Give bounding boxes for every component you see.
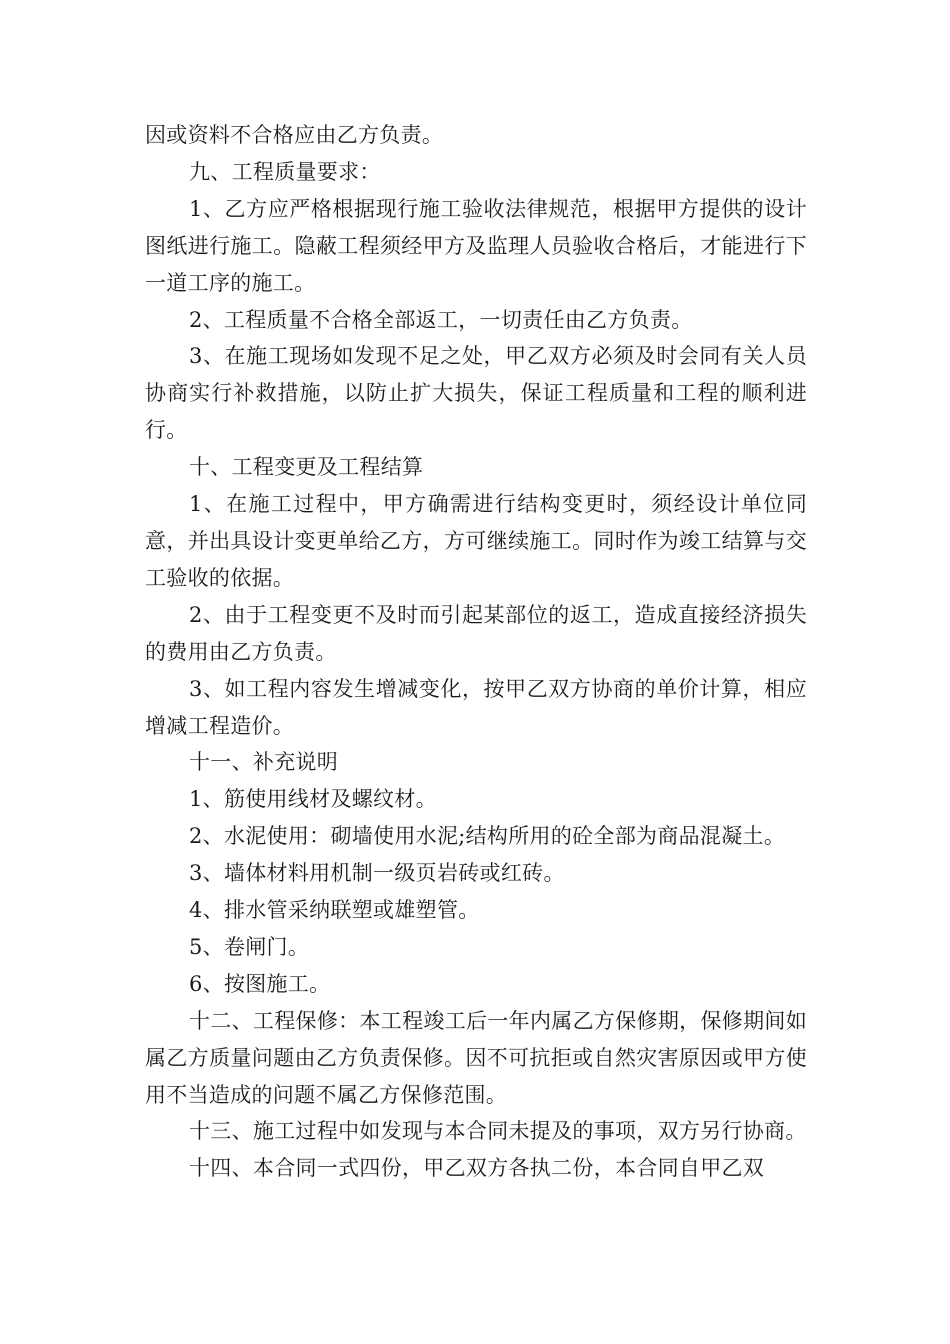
paragraph-quality-2: 2、工程质量不合格全部返工，一切责任由乙方负责。 (189, 307, 693, 332)
document-body (145, 117, 807, 1187)
paragraph-change-1: 1、在施工过程中，甲方确需进行结构变更时，须经设计单位同意，并出具设计变更单给乙方，方可继续施工。同时作为竣工结算与交工验收的依据。 (145, 492, 807, 590)
paragraph-supplement-4: 4、排水管采纳联塑或雄塑管。 (189, 898, 480, 923)
paragraph-copies: 十四、本合同一式四份，甲乙双方各执二份，本合同自甲乙双 (189, 1156, 765, 1181)
section-heading-quality: 九、工程质量要求： (189, 159, 381, 184)
paragraph-supplement-5: 5、卷闸门。 (189, 934, 310, 959)
paragraph-warranty: 十二、工程保修：本工程竣工后一年内属乙方保修期，保修期间如属乙方质量问题由乙方负责保修。因不可抗拒或自然灾害原因或甲方使用不当造成的问题不属乙方保修范围。 (145, 1008, 807, 1107)
section-heading-change: 十、工程变更及工程结算 (189, 455, 424, 480)
paragraph-other-matters: 十三、施工过程中如发现与本合同未提及的事项，双方另行协商。 (189, 1119, 807, 1144)
paragraph-supplement-3: 3、墙体材料用机制一级页岩砖或红砖。 (189, 861, 565, 886)
paragraph-quality-1: 1、乙方应严格根据现行施工验收法律规范，根据甲方提供的设计图纸进行施工。隐蔽工程须经甲方及监理人员验收合格后，才能进行下一道工序的施工。 (145, 196, 807, 295)
paragraph-quality-3: 3、在施工现场如发现不足之处，甲乙双方必须及时会同有关人员协商实行补救措施，以防止扩大损失，保证工程质量和工程的顺利进行。 (145, 344, 807, 443)
paragraph-supplement-2: 2、水泥使用：砌墙使用水泥;结构所用的砼全部为商品混凝土。 (189, 824, 786, 849)
paragraph-change-2: 2、由于工程变更不及时而引起某部位的返工，造成直接经济损失的费用由乙方负责。 (145, 602, 807, 664)
paragraph-supplement-6: 6、按图施工。 (189, 971, 331, 996)
paragraph-continuation: 因或资料不合格应由乙方负责。 (145, 123, 444, 147)
paragraph-change-3: 3、如工程内容发生增减变化，按甲乙双方协商的单价计算，相应增减工程造价。 (145, 676, 807, 738)
paragraph-supplement-1: 1、筋使用线材及螺纹材。 (189, 787, 437, 812)
section-heading-supplement: 十一、补充说明 (189, 750, 339, 775)
